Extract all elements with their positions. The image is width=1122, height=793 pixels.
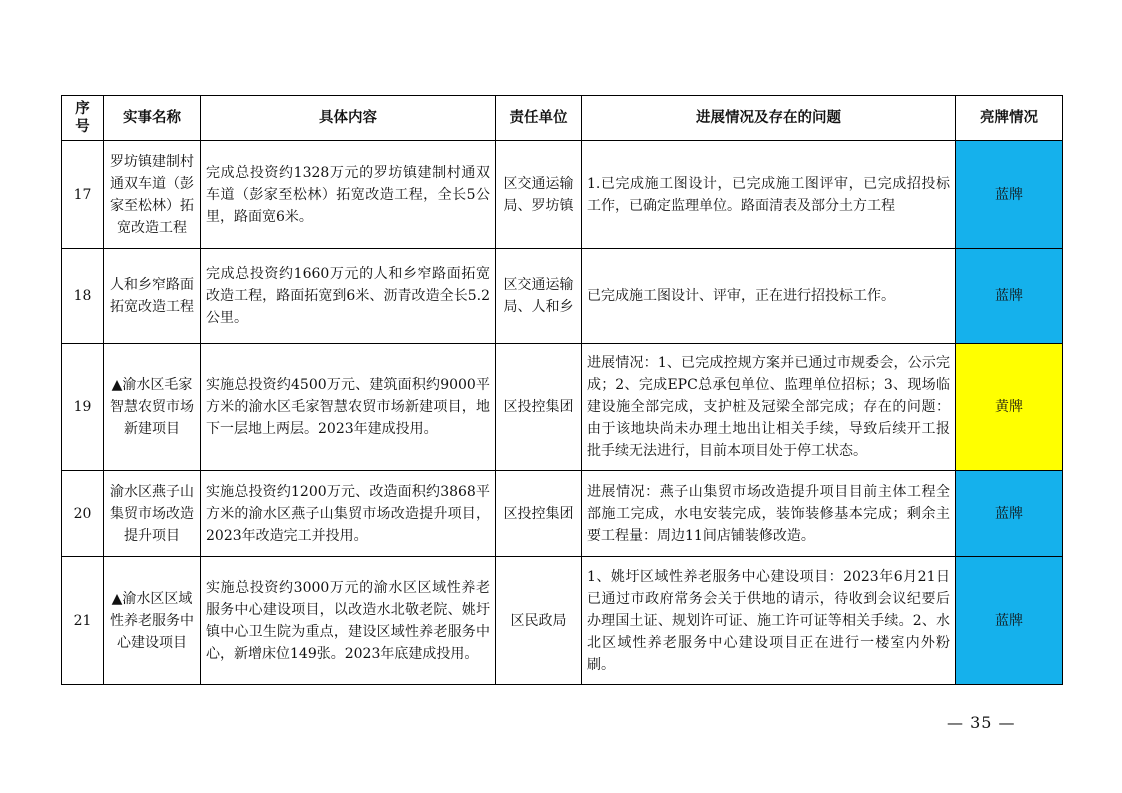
status-badge: 蓝牌 [956,557,1063,685]
project-name: 渝水区燕子山集贸市场改造提升项目 [104,471,201,557]
progress-text: 进展情况：1、已完成控规方案并已通过市规委会，公示完成；2、完成EPC总承包单位、监理单位招标；3、现场临建设施全部完成，支护桩及冠梁全部完成；存在的问题：由于该地块尚未办理土地出让相关手续，导致后续开工报批手续无法进行，目前本项目处于停工状态。 [582,344,956,471]
row-number: 20 [62,471,104,557]
projects-table [61,95,1063,685]
responsible-unit: 区投控集团 [496,344,582,471]
project-name: 罗坊镇建制村通双车道（彭家至松林）拓宽改造工程 [104,141,201,249]
progress-text: 1、姚圩区域性养老服务中心建设项目：2023年6月21日已通过市政府常务会关于供地的请示，待收到会议纪要后办理国土证、规划许可证、施工许可证等相关手续。2、水北区域性养老服务中心建设项目正在进行一楼室内外粉刷。 [582,557,956,685]
table-row [62,344,1063,471]
header-no-line2: 号 [75,119,90,135]
project-name: ▲渝水区毛家智慧农贸市场新建项目 [104,344,201,471]
table-header-row [62,96,1063,141]
row-number: 19 [62,344,104,471]
header-name: 实事名称 [104,96,201,141]
project-name: 人和乡窄路面拓宽改造工程 [104,249,201,344]
responsible-unit: 区投控集团 [496,471,582,557]
status-badge: 蓝牌 [956,471,1063,557]
header-progress: 进展情况及存在的问题 [582,96,956,141]
table-row [62,249,1063,344]
header-content: 具体内容 [201,96,496,141]
project-content: 完成总投资约1660万元的人和乡窄路面拓宽改造工程，路面拓宽到6米、沥青改造全长5.2公里。 [201,249,496,344]
project-content: 完成总投资约1328万元的罗坊镇建制村通双车道（彭家至松林）拓宽改造工程，全长5公里，路面宽6米。 [201,141,496,249]
project-content: 实施总投资约3000万元的渝水区区域性养老服务中心建设项目，以改造水北敬老院、姚圩镇中心卫生院为重点，建设区域性养老服务中心，新增床位149张。2023年底建成投用。 [201,557,496,685]
row-number: 21 [62,557,104,685]
responsible-unit: 区交通运输局、人和乡 [496,249,582,344]
row-number: 17 [62,141,104,249]
project-name: ▲渝水区区域性养老服务中心建设项目 [104,557,201,685]
project-content: 实施总投资约1200万元、改造面积约3868平方米的渝水区燕子山集贸市场改造提升项目，2023年改造完工并投用。 [201,471,496,557]
header-badge: 亮牌情况 [956,96,1063,141]
table-row [62,557,1063,685]
table-row [62,471,1063,557]
status-badge: 黄牌 [956,344,1063,471]
project-content: 实施总投资约4500万元、建筑面积约9000平方米的渝水区毛家智慧农贸市场新建项目，地下一层地上两层。2023年建成投用。 [201,344,496,471]
header-unit: 责任单位 [496,96,582,141]
row-number: 18 [62,249,104,344]
header-no [62,96,104,141]
responsible-unit: 区民政局 [496,557,582,685]
status-badge: 蓝牌 [956,141,1063,249]
responsible-unit: 区交通运输局、罗坊镇 [496,141,582,249]
progress-text: 已完成施工图设计、评审，正在进行招投标工作。 [582,249,956,344]
progress-text: 1.已完成施工图设计，已完成施工图评审，已完成招投标工作，已确定监理单位。路面清表及部分土方工程 [582,141,956,249]
page-number: — 35 — [947,713,1016,732]
table-row [62,141,1063,249]
status-badge: 蓝牌 [956,249,1063,344]
progress-text: 进展情况：燕子山集贸市场改造提升项目目前主体工程全部施工完成，水电安装完成，装饰装修基本完成；剩余主要工程量：周边11间店铺装修改造。 [582,471,956,557]
header-no-line1: 序 [75,101,90,117]
